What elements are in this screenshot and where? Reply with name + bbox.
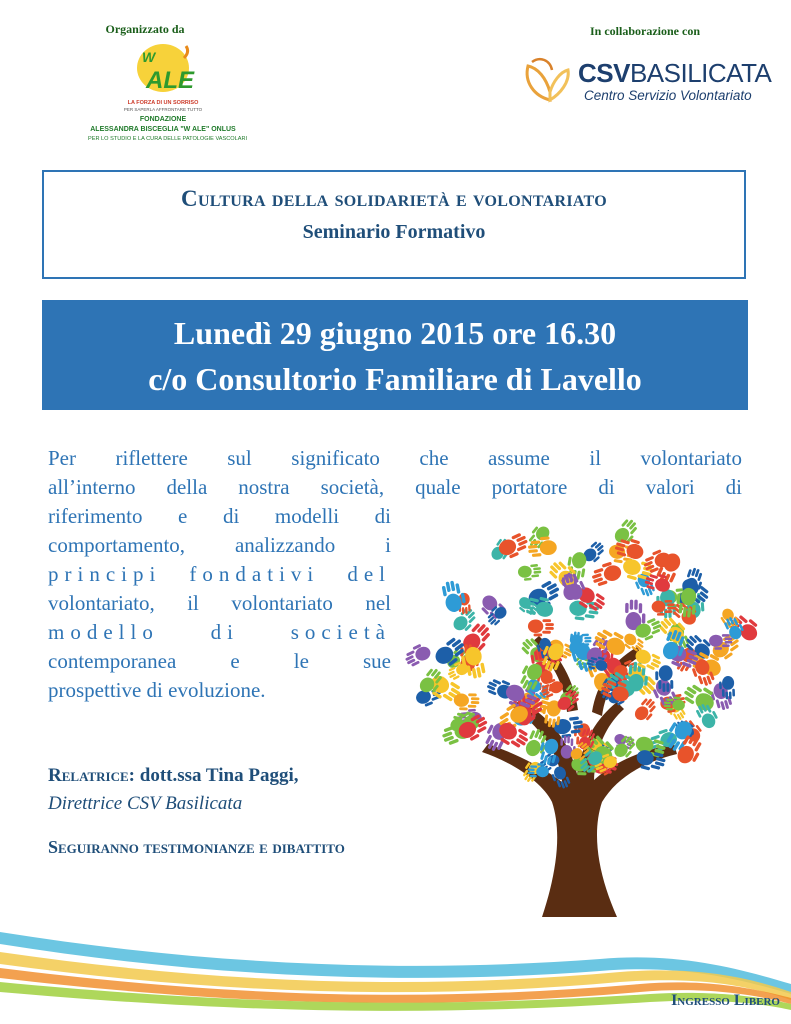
description-line: Per riflettere sul significato che assume il volontariato bbox=[48, 446, 742, 470]
colorful-hands-canopy bbox=[402, 517, 763, 791]
description-left bbox=[48, 502, 391, 705]
csv-region: BASILICATA bbox=[629, 58, 772, 88]
page-title: Cultura della solidarietà e volontariato bbox=[181, 186, 607, 211]
hand-print-icon bbox=[528, 619, 554, 637]
hand-print-icon bbox=[709, 634, 732, 650]
title-box bbox=[42, 170, 746, 279]
wale-foundation-label: FONDAZIONE bbox=[139, 116, 187, 123]
wale-foundation-purpose: PER LO STUDIO E LA CURA DELLE PATOLOGIE VASCOLARI bbox=[88, 136, 248, 142]
event-place: c/o Consultorio Familiare di Lavello bbox=[148, 361, 642, 397]
description-line: contemporanea e le sue bbox=[48, 649, 391, 673]
wale-slogan-sub: PER SAPERLA AFFRONTARE TUTTO bbox=[123, 107, 203, 112]
description-line: riferimento e di modelli di bbox=[48, 504, 391, 528]
organized-by-label: Organizzato da bbox=[105, 22, 185, 36]
wale-foundation-name: ALESSANDRA BISCEGLIA "W ALE" ONLUS bbox=[90, 126, 236, 133]
description-line: all’interno della nostra società, quale portatore di valori di bbox=[48, 475, 742, 499]
hand-print-icon bbox=[589, 560, 623, 588]
hand-print-icon bbox=[402, 641, 433, 668]
csv-acronym: CSV bbox=[578, 58, 630, 88]
description-line: modello di società bbox=[48, 620, 391, 644]
event-banner bbox=[42, 300, 748, 410]
hand-print-icon bbox=[632, 696, 660, 725]
description-line: volontariato, il volontariato nel bbox=[48, 591, 391, 615]
description-line: principi fondativi del bbox=[48, 562, 391, 586]
wale-slogan: LA FORZA DI UN SORRISO bbox=[127, 100, 199, 106]
speaker-block bbox=[48, 762, 391, 818]
speaker-role: Direttrice CSV Basilicata bbox=[48, 793, 243, 814]
free-entry-label: Ingresso Libero bbox=[671, 992, 780, 1009]
wale-foundation-logo bbox=[88, 38, 248, 148]
svg-text:W: W bbox=[142, 49, 156, 65]
page-subtitle: Seminario Formativo bbox=[302, 221, 486, 243]
butterfly-icon bbox=[520, 52, 580, 108]
speaker-label: Relatrice: bbox=[48, 765, 135, 786]
hand-print-icon bbox=[453, 693, 479, 711]
hands-tree-illustration bbox=[392, 512, 776, 922]
collaboration-label: In collaborazione con bbox=[590, 24, 700, 38]
csv-subtitle: Centro Servizio Volontariato bbox=[584, 88, 752, 103]
svg-text:ALE: ALE bbox=[146, 67, 194, 94]
description-line: comportamento, analizzando i bbox=[48, 533, 391, 557]
hand-print-icon bbox=[517, 564, 542, 582]
description-line: prospettive di evoluzione. bbox=[48, 678, 266, 702]
description-top bbox=[48, 444, 742, 502]
event-date: Lunedì 29 giugno 2015 ore 16.30 bbox=[173, 315, 617, 351]
wale-mark-icon bbox=[88, 38, 238, 100]
follow-note: Seguiranno testimonianze e dibattito bbox=[48, 837, 345, 857]
speaker-name: dott.ssa Tina Paggi, bbox=[139, 765, 299, 786]
csv-basilicata-logo bbox=[520, 52, 772, 112]
